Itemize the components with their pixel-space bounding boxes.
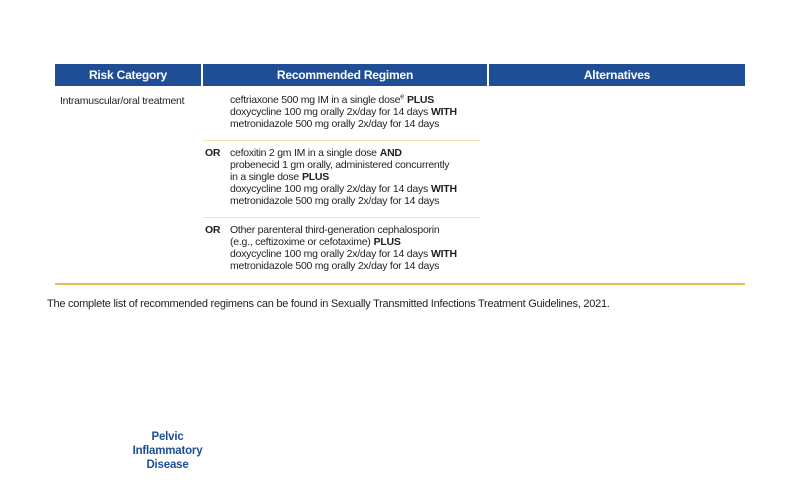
page-title bbox=[110, 430, 225, 472]
page-title-line: Pelvic bbox=[151, 431, 184, 443]
regimen-separator bbox=[203, 140, 480, 141]
regimen-block-2 bbox=[203, 147, 487, 207]
regimen-line: Other parenteral third-generation cephalosporin bbox=[230, 224, 440, 236]
risk-category-cell: Intramuscular/oral treatment bbox=[60, 95, 185, 107]
regimen-separator bbox=[203, 217, 480, 218]
footnote-text: The complete list of recommended regimens can be found in Sexually Transmitted Infections Treatment Guidelines, 2021. bbox=[47, 298, 610, 310]
or-label: OR bbox=[205, 224, 221, 236]
footnote-marker: e bbox=[400, 93, 404, 101]
column-header-risk-category: Risk Category bbox=[55, 64, 201, 86]
regimen-line: cefoxitin 2 gm IM in a single dose AND bbox=[230, 147, 402, 159]
column-header-alternatives: Alternatives bbox=[489, 64, 745, 86]
regimen-line: doxycycline 100 mg orally 2x/day for 14 days WITH bbox=[230, 248, 457, 260]
regimen-line: ceftriaxone 500 mg IM in a single dose$^e$ PLUS bbox=[230, 93, 434, 106]
recommended-regimen-cell bbox=[203, 94, 487, 272]
regimen-block-3 bbox=[203, 224, 487, 272]
page-title-line: Inflammatory bbox=[132, 445, 203, 457]
regimen-line: metronidazole 500 mg orally 2x/day for 14 days bbox=[230, 118, 440, 130]
page-title-line: Disease bbox=[146, 459, 189, 471]
regimen-line: metronidazole 500 mg orally 2x/day for 14 days bbox=[230, 260, 440, 272]
regimen-line: doxycycline 100 mg orally 2x/day for 14 days WITH bbox=[230, 183, 457, 195]
regimen-line: in a single dose PLUS bbox=[230, 171, 329, 183]
or-label bbox=[203, 94, 230, 130]
or-label: OR bbox=[205, 147, 221, 159]
regimen-line: (e.g., ceftizoxime or cefotaxime) PLUS bbox=[230, 236, 401, 248]
regimen-line: metronidazole 500 mg orally 2x/day for 14 days bbox=[230, 195, 440, 207]
gold-divider bbox=[55, 283, 745, 285]
column-header-recommended-regimen: Recommended Regimen bbox=[203, 64, 487, 86]
regimen-line: probenecid 1 gm orally, administered concurrently bbox=[230, 159, 450, 171]
regimen-block-1 bbox=[203, 94, 487, 130]
table-header-row bbox=[55, 64, 745, 86]
regimen-line: doxycycline 100 mg orally 2x/day for 14 days WITH bbox=[230, 106, 457, 118]
